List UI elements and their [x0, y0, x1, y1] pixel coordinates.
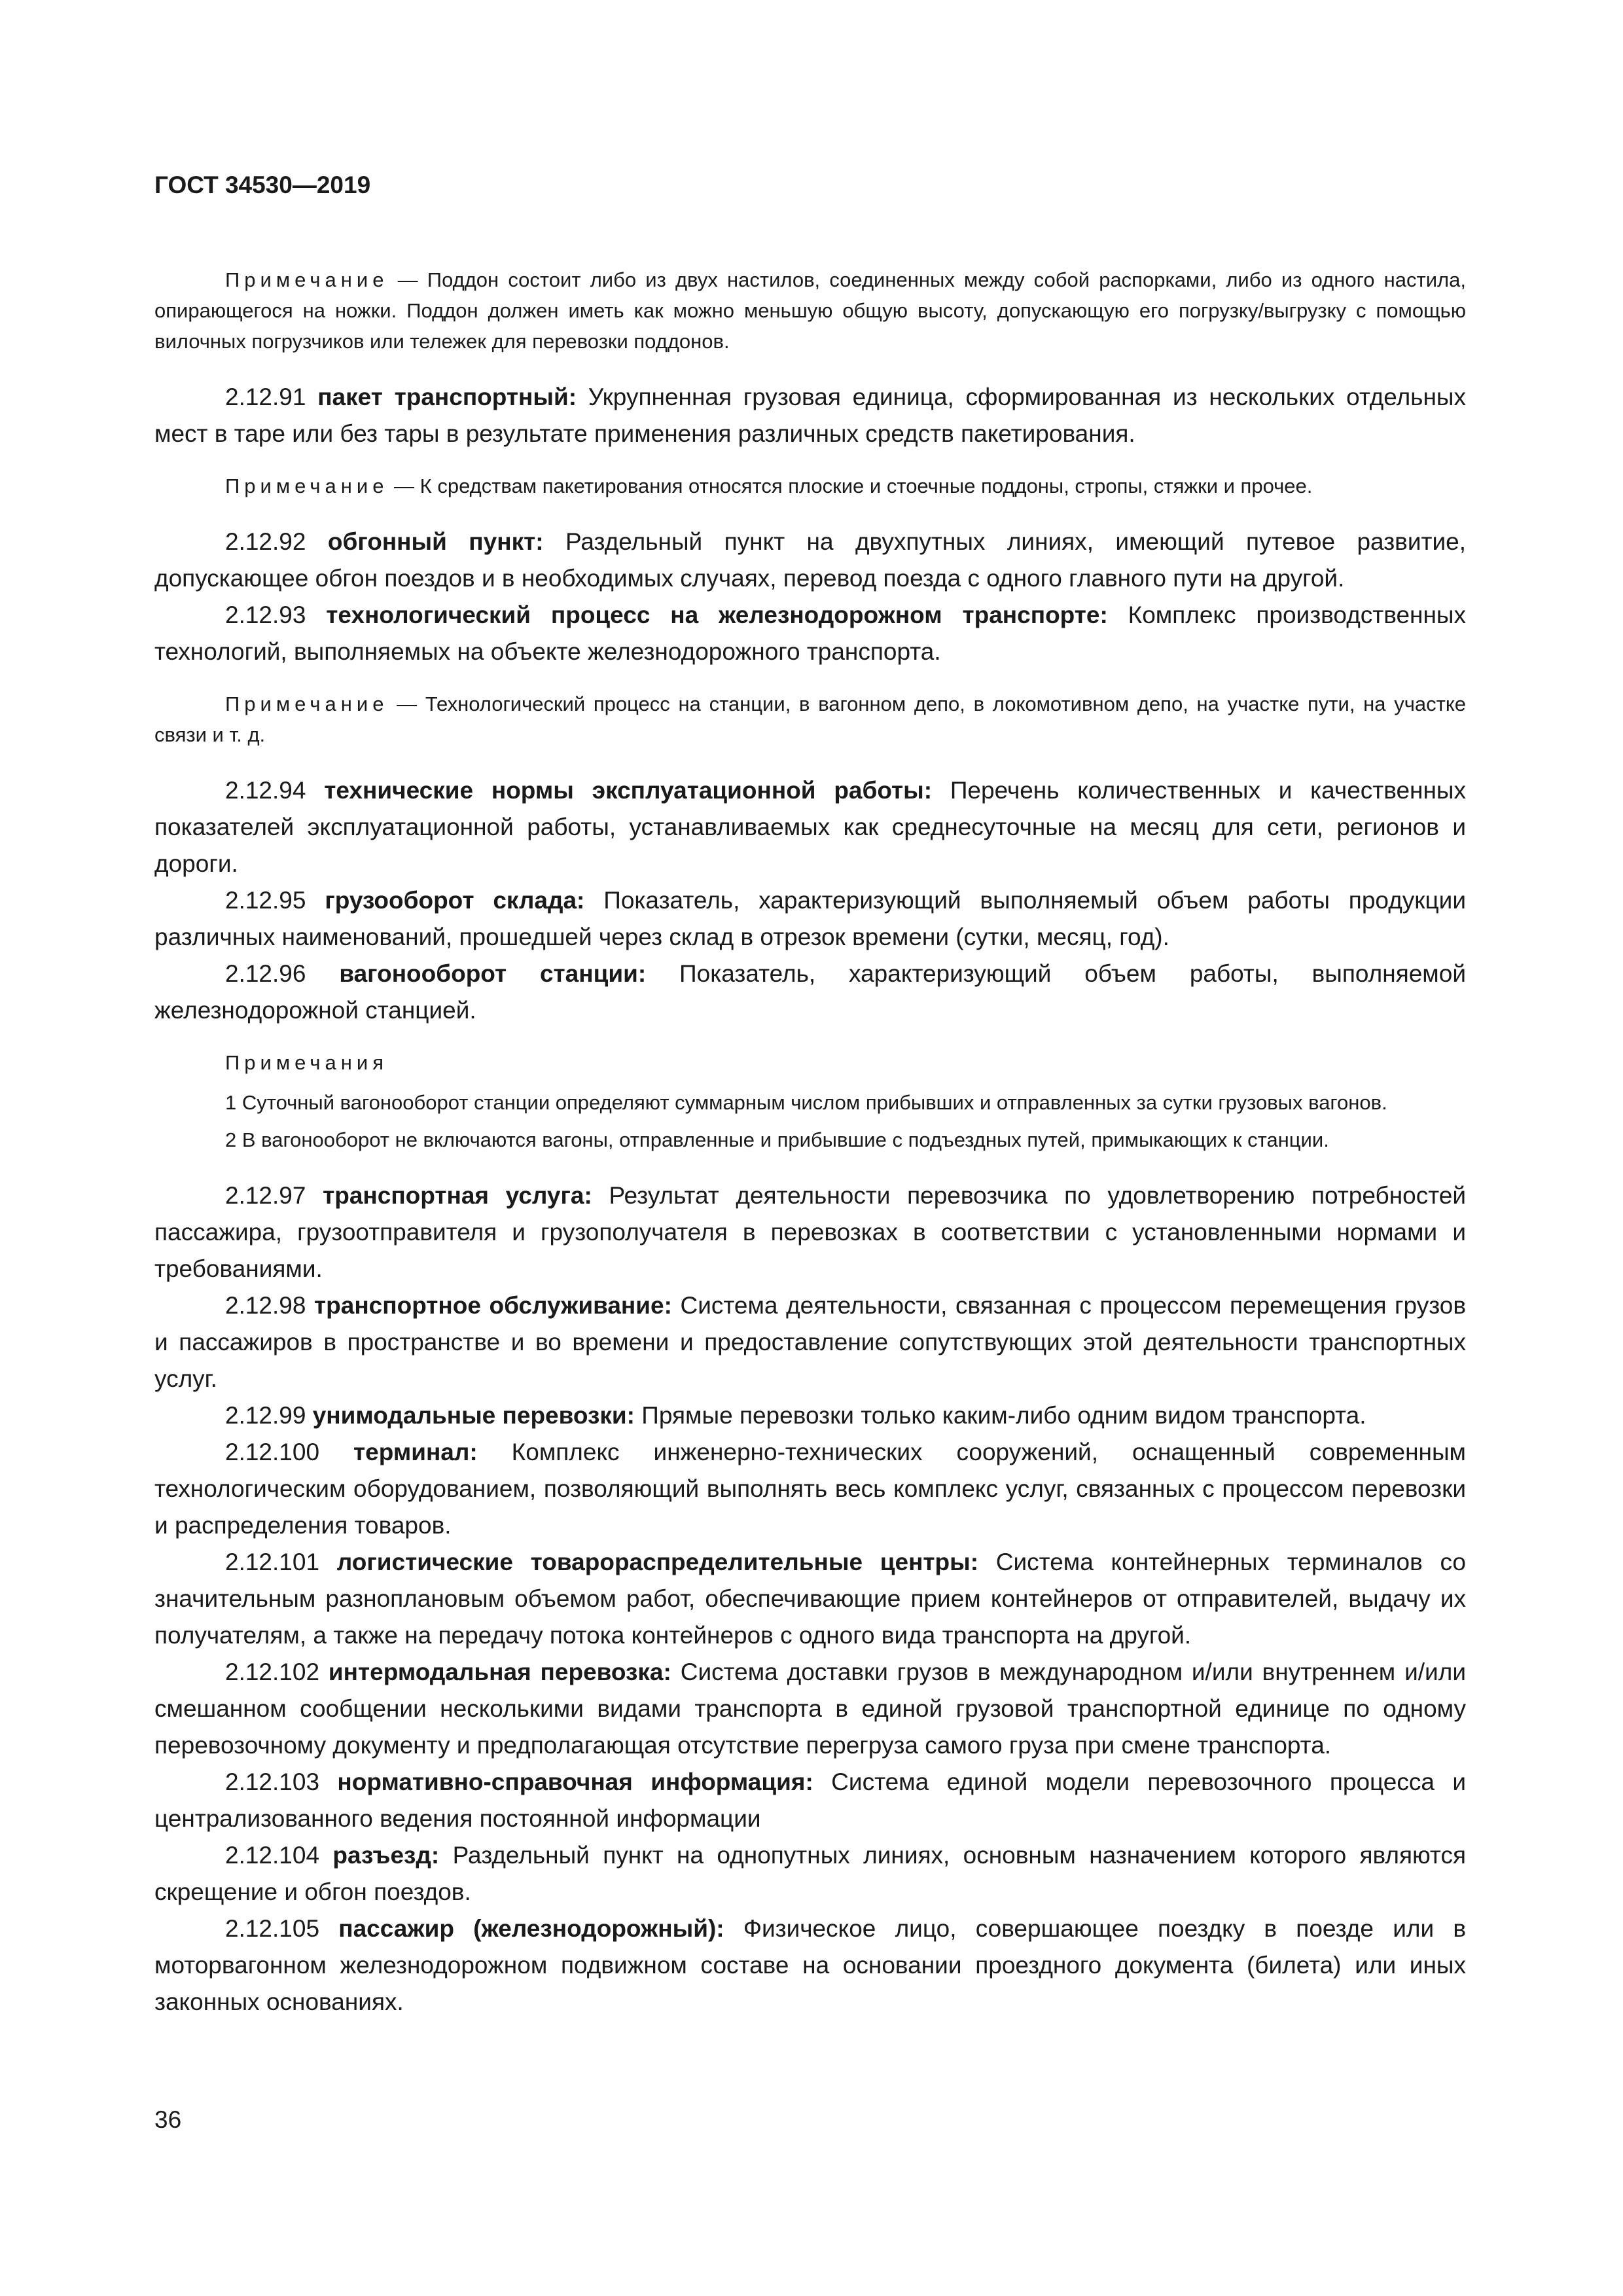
term-entry: 2.12.103 нормативно-справочная информация: Система единой модели перевозочного процесса и централизованного ведения постоянной информации	[154, 1768, 1466, 1832]
page-number: 36	[154, 2106, 182, 2133]
document-header: ГОСТ 34530—2019	[154, 171, 371, 198]
note-item: 1 Суточный вагонооборот станции определяют суммарным числом прибывших и отправленных за сутки грузовых вагонов.	[225, 1091, 1387, 1114]
term-entry: 2.12.95 грузооборот склада: Показатель, характеризующий выполняемый объем работы продукции различных наименований, прошедшей через склад в отрезок времени (сутки, месяц, год).	[154, 887, 1466, 950]
term-entry: 2.12.93 технологический процесс на железнодорожном транспорте: Комплекс производственных технологий, выполняемых на объекте железнодорожного транспорта.	[154, 601, 1467, 665]
notes-wagon-turnover	[154, 1047, 1466, 1155]
note-text: Примечание — Поддон состоит либо из двух настилов, соединенных между собой распорками, либо из одного настила, опирающегося на ножки. Поддон должен иметь как можно меньшую общую высоту, допускающую его погрузку/выгрузку с помощью вилочных погрузчиков или тележек для перевозки поддонов.	[154, 268, 1466, 353]
term-entry: 2.12.94 технические нормы эксплуатационной работы: Перечень количественных и качественных показателей эксплуатационной работы, устанавливаемых как среднесуточные на месяц для сети, регионов и дороги.	[154, 777, 1467, 877]
note-item: 2 В вагонооборот не включаются вагоны, отправленные и прибывшие с подъездных путей, примыкающих к станции.	[225, 1128, 1329, 1151]
term-entry: 2.12.97 транспортная услуга: Результат деятельности перевозчика по удовлетворению потребностей пассажира, грузоотправителя и грузополучателя в перевозках в соответствии с установленными нормами и требованиями.	[154, 1182, 1466, 1282]
note-pallet	[154, 264, 1466, 357]
term-entry: 2.12.105 пассажир (железнодорожный): Физическое лицо, совершающее поездку в поезде или в моторвагонном железнодорожном подвижном составе на основании проездного документа (билета) или иных законных основаниях.	[154, 1915, 1466, 2015]
note-tech-process: Примечание — Технологический процесс на станции, в вагонном депо, в локомотивном депо, на участке пути, на участке связи и т. д.	[154, 692, 1466, 746]
term-entry: 2.12.101 логистические товарораспределительные центры: Система контейнерных терминалов со значительным разноплановым объемом работ, обеспечивающие прием контейнеров от отправителей, выдачу их получателям, а также на передачу потока контейнеров с одного вида транспорта на другой.	[154, 1549, 1467, 1649]
term-entry: 2.12.104 разъезд: Раздельный пункт на однопутных линиях, основным назначением которого являются скрещение и обгон поездов.	[154, 1842, 1466, 1905]
term-entry: 2.12.98 транспортное обслуживание: Система деятельности, связанная с процессом перемещения грузов и пассажиров в пространстве и во времени и предоставление сопутствующих этой деятельности транспортных услуг.	[154, 1292, 1466, 1392]
term-entry: 2.12.99 унимодальные перевозки: Прямые перевозки только каким-либо одним видом транспорта.	[225, 1402, 1366, 1429]
term-entry: 2.12.102 интермодальная перевозка: Система доставки грузов в международном и/или внутреннем и/или смешанном сообщении несколькими видами транспорта в единой грузовой транспортной единице по одному перевозочному документу и предполагающая отсутствие перегруза самого груза при смене транспорта.	[154, 1659, 1466, 1759]
note-packaging: Примечание — К средствам пакетирования относятся плоские и стоечные поддоны, стропы, стяжки и прочее.	[225, 475, 1313, 497]
term-entry: 2.12.92 обгонный пункт: Раздельный пункт на двухпутных линиях, имеющий путевое развитие, допускающее обгон поездов и в необходимых случаях, перевод поезда с одного главного пути на другой.	[154, 528, 1466, 592]
term-entry: 2.12.100 терминал: Комплекс инженерно-технических сооружений, оснащенный современным технологическим оборудованием, позволяющий выполнять весь комплекс услуг, связанных с процессом перевозки и распределения товаров.	[154, 1439, 1466, 1539]
term-entry: 2.12.96 вагонооборот станции: Показатель, характеризующий объем работы, выполняемой железнодорожной станцией.	[154, 960, 1466, 1024]
term-entry: 2.12.91 пакет транспортный: Укрупненная грузовая единица, сформированная из нескольких отдельных мест в таре или без тары в результате применения различных средств пакетирования.	[154, 384, 1466, 447]
notes-heading: Примечания	[225, 1051, 388, 1074]
